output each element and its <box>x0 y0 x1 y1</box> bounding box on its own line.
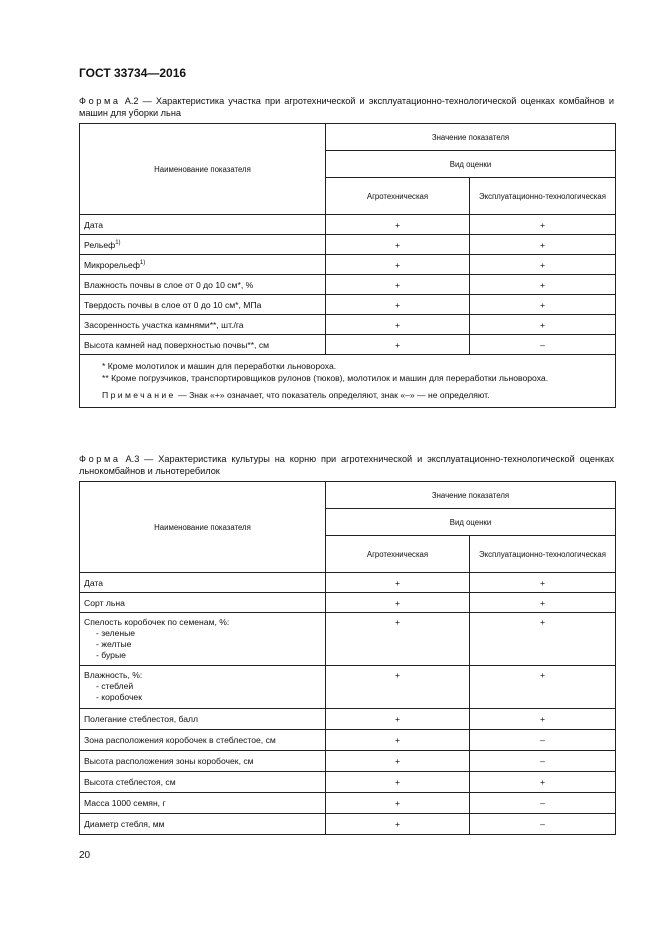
sub-item: - коробочек <box>96 692 142 702</box>
form-a2-caption <box>79 95 614 119</box>
row-name-cell <box>80 235 326 255</box>
page-number: 20 <box>79 850 91 861</box>
table-row <box>80 255 616 275</box>
row-expl: – <box>470 730 616 751</box>
row-name: Зона расположения коробочек в стеблестое, см <box>80 730 326 751</box>
footnote-1: * Кроме молотилок и машин для переработки льновороха. <box>102 361 337 371</box>
row-agro: + <box>326 709 470 730</box>
row-name: Диаметр стебля, мм <box>80 814 326 835</box>
footnote-ref: 1) <box>139 259 146 266</box>
row-agro: + <box>326 613 470 666</box>
table-row <box>80 593 616 613</box>
table-row <box>80 666 616 709</box>
row-name: Спелость коробочек по семенам, %: <box>84 617 230 627</box>
row-name: Дата <box>80 215 326 235</box>
row-expl: + <box>470 573 616 593</box>
header-agro: Агротехническая <box>326 536 470 573</box>
row-name: Влажность, %: <box>84 670 143 680</box>
table-row <box>80 315 616 335</box>
row-expl: + <box>470 772 616 793</box>
form-a3-table <box>79 481 616 835</box>
row-agro: + <box>326 751 470 772</box>
row-name-cell <box>80 255 326 275</box>
row-agro: + <box>326 295 470 315</box>
footnote-ref: 1) <box>115 239 121 246</box>
table-row <box>80 772 616 793</box>
row-agro: + <box>326 793 470 814</box>
note-text: — Знак «+» означает, что показатель определяют, знак «–» — не определяют. <box>175 390 490 400</box>
row-expl: – <box>470 814 616 835</box>
header-kind: Вид оценки <box>326 509 616 536</box>
row-agro: + <box>326 573 470 593</box>
table-row <box>80 709 616 730</box>
table-row <box>80 793 616 814</box>
row-expl: + <box>470 255 616 275</box>
row-expl: + <box>470 235 616 255</box>
row-name: Высота стеблестоя, см <box>80 772 326 793</box>
row-name: Масса 1000 семян, г <box>80 793 326 814</box>
row-name: Дата <box>80 573 326 593</box>
form-a3-form-word: Форма <box>79 454 121 464</box>
row-agro: + <box>326 772 470 793</box>
header-name: Наименование показателя <box>80 124 326 215</box>
row-agro: + <box>326 235 470 255</box>
row-agro: + <box>326 315 470 335</box>
row-name: Полегание стеблестоя, балл <box>80 709 326 730</box>
row-agro: + <box>326 255 470 275</box>
row-agro: + <box>326 593 470 613</box>
note-label: Примечание <box>102 390 176 400</box>
table-row <box>80 335 616 355</box>
standard-number: ГОСТ 33734—2016 <box>79 66 187 80</box>
row-expl: + <box>470 295 616 315</box>
row-agro: + <box>326 215 470 235</box>
form-a2-form-word: Форма <box>79 96 121 106</box>
form-a3-caption <box>79 453 614 477</box>
table-row <box>80 573 616 593</box>
row-name: Микрорельеф <box>84 259 140 270</box>
row-agro: + <box>326 730 470 751</box>
table-row <box>80 751 616 772</box>
row-expl: + <box>470 593 616 613</box>
row-expl: + <box>470 709 616 730</box>
table-row <box>80 235 616 255</box>
row-expl: – <box>470 793 616 814</box>
row-agro: + <box>326 814 470 835</box>
row-expl: + <box>470 215 616 235</box>
row-name: Высота расположения зоны коробочек, см <box>80 751 326 772</box>
row-name: Сорт льна <box>80 593 326 613</box>
sub-item: - бурые <box>96 650 126 660</box>
header-agro: Агротехническая <box>326 178 470 215</box>
row-name-cell <box>80 613 326 666</box>
header-expl: Эксплуатационно-технологическая <box>470 536 616 573</box>
row-expl: – <box>470 751 616 772</box>
row-expl: + <box>470 315 616 335</box>
row-agro: + <box>326 275 470 295</box>
table-row <box>80 295 616 315</box>
notes-block <box>80 355 616 408</box>
row-expl: + <box>470 275 616 295</box>
row-name-cell <box>80 666 326 709</box>
table-row <box>80 814 616 835</box>
sub-item: - зеленые <box>96 628 136 638</box>
row-agro: + <box>326 335 470 355</box>
sub-item: - стеблей <box>96 681 134 691</box>
row-expl: – <box>470 335 616 355</box>
row-expl: + <box>470 666 616 709</box>
header-value: Значение показателя <box>326 124 616 151</box>
row-name: Влажность почвы в слое от 0 до 10 см*, % <box>80 275 326 295</box>
footnote-2: ** Кроме погрузчиков, транспортировщиков рулонов (тюков), молотилок и машин для переработки льновороха. <box>102 373 549 383</box>
row-name: Высота камней над поверхностью почвы**, см <box>80 335 326 355</box>
note <box>88 389 607 401</box>
table-row <box>80 730 616 751</box>
table-row <box>80 613 616 666</box>
row-name: Рельеф <box>84 239 116 250</box>
table-row <box>80 275 616 295</box>
header-kind: Вид оценки <box>326 151 616 178</box>
header-expl: Эксплуатационно-технологическая <box>470 178 616 215</box>
form-a2-table <box>79 123 616 408</box>
sub-item: - желтые <box>96 639 132 649</box>
table-row <box>80 215 616 235</box>
form-a2-caption-text: А.2 — Характеристика участка при агротехнической и эксплуатационно-технологической оценках комбайнов и машин для уборки льна <box>79 96 614 118</box>
row-agro: + <box>326 666 470 709</box>
row-name: Твердость почвы в слое от 0 до 10 см*, МПа <box>80 295 326 315</box>
row-expl: + <box>470 613 616 666</box>
header-name: Наименование показателя <box>80 482 326 573</box>
form-a3-caption-text: А.3 — Характеристика культуры на корню при агротехнической и эксплуатационно-технологической оценках льнокомбайнов и льнотеребилок <box>79 454 614 476</box>
row-name: Засоренность участка камнями**, шт./га <box>80 315 326 335</box>
header-value: Значение показателя <box>326 482 616 509</box>
